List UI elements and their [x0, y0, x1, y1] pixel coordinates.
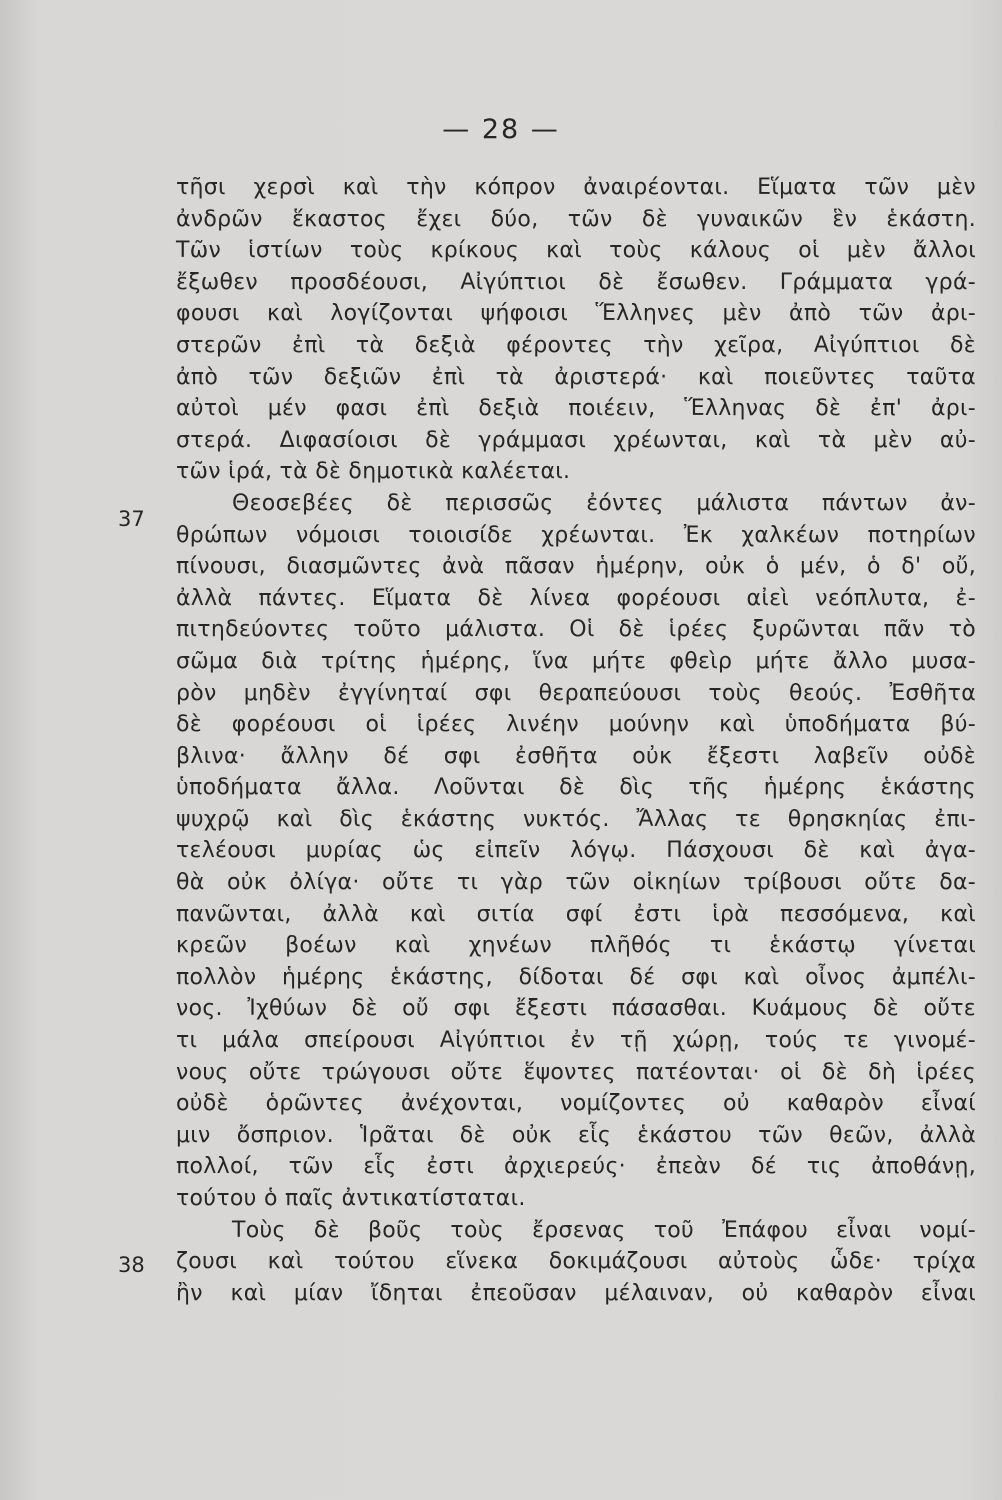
text-line: φουσι καὶ λογίζονται ψήφοισι Ἕλληνες μὲν ἀπὸ τῶν ἀρι- [176, 301, 976, 327]
text-line: πανῶνται, ἀλλὰ καὶ σιτία σφί ἐστι ἱρὰ πεσσόμενα, καὶ [176, 901, 976, 927]
text-line: ψυχρῷ καὶ δὶς ἑκάστης νυκτός. Ἄλλας τε θρησκηίας ἐπι- [176, 806, 976, 832]
text-line: ἀνδρῶν ἕκαστος ἔχει δύο, τῶν δὲ γυναικῶν ἓν ἑκάστη. [176, 206, 976, 232]
text-line: σῶμα διὰ τρίτης ἡμέρης, ἵνα μήτε φθεὶρ μήτε ἄλλο μυσα- [176, 648, 976, 674]
text-line: Τῶν ἱστίων τοὺς κρίκους καὶ τοὺς κάλους οἱ μὲν ἄλλοι [176, 238, 976, 264]
text-line: τούτου ὁ παῖς ἀντικατίσταται. [176, 1186, 526, 1211]
text-line: τῆσι χερσὶ καὶ τὴν κόπρον ἀναιρέονται. Εἵματα τῶν μὲν [176, 175, 976, 200]
text-line: πίνουσι, διασμῶντες ἀνὰ πᾶσαν ἡμέρην, οὐκ ὁ μέν, ὁ δ' οὔ, [176, 554, 976, 580]
text-line: ζουσι καὶ τούτου εἵνεκα δοκιμάζουσι αὐτοὺς ὧδε· τρίχα [176, 1249, 976, 1275]
section-number-37: 37 [118, 507, 145, 531]
paragraph-first-line: Τοὺς δὲ βοῦς τοὺς ἔρσενας τοῦ Ἐπάφου εἶναι νομί- [232, 1217, 976, 1243]
text-line: ρὸν μηδὲν ἐγγίνηταί σφι θεραπεύουσι τοὺς θεούς. Ἐσθῆτα [176, 680, 976, 706]
paragraph-first-line: Θεοσεβέες δὲ περισσῶς ἐόντες μάλιστα πάντων ἀν- [232, 490, 976, 516]
text-line: πολλὸν ἡμέρης ἑκάστης, δίδοται δέ σφι καὶ οἶνος ἀμπέλι- [176, 964, 976, 990]
text-line: κρεῶν βοέων καὶ χηνέων πλῆθός τι ἑκάστῳ γίνεται [176, 933, 976, 959]
text-line: ἀλλὰ πάντες. Εἵματα δὲ λίνεα φορέουσι αἰεὶ νεόπλυτα, ἐ- [176, 585, 976, 611]
body-text [176, 172, 976, 1309]
text-line: οὐδὲ ὁρῶντες ἀνέχονται, νομίζοντες οὐ καθαρὸν εἶναί [176, 1091, 976, 1117]
text-line: νους οὔτε τρώγουσι οὔτε ἕψοντες πατέονται· οἱ δὲ δὴ ἱρέες [176, 1059, 976, 1085]
text-line: μιν ὄσπριον. Ἱρᾶται δὲ οὐκ εἷς ἑκάστου τῶν θεῶν, ἀλλὰ [176, 1122, 976, 1148]
text-line: τελέουσι μυρίας ὡς εἰπεῖν λόγῳ. Πάσχουσι δὲ καὶ ἀγα- [176, 838, 976, 864]
text-line: τῶν ἱρά, τὰ δὲ δημοτικὰ καλέεται. [176, 459, 571, 485]
page-number: — 28 — [442, 114, 560, 145]
text-line: αὐτοὶ μέν φασι ἐπὶ δεξιὰ ποιέειν, Ἕλληνας δὲ ἐπ' ἀρι- [176, 396, 976, 422]
text-line: ἢν καὶ μίαν ἴδηται ἐπεοῦσαν μέλαιναν, οὐ καθαρὸν εἶναι [176, 1280, 976, 1306]
text-line: βλινα· ἄλλην δέ σφι ἐσθῆτα οὐκ ἔξεστι λαβεῖν οὐδὲ [176, 743, 976, 769]
text-line: ἀπὸ τῶν δεξιῶν ἐπὶ τὰ ἀριστερά· καὶ ποιεῦντες ταῦτα [176, 364, 976, 390]
section-number-38: 38 [118, 1253, 145, 1277]
text-line: θρώπων νόμοισι τοιοισίδε χρέωνται. Ἐκ χαλκέων ποτηρίων [176, 522, 976, 548]
text-line: στερῶν ἐπὶ τὰ δεξιὰ φέροντες τὴν χεῖρα, Αἰγύπτιοι δὲ [176, 332, 976, 358]
text-line: δὲ φορέουσι οἱ ἱρέες λινέην μούνην καὶ ὑποδήματα βύ- [176, 712, 976, 738]
text-line: πιτηδεύοντες τοῦτο μάλιστα. Οἱ δὲ ἱρέες ξυρῶνται πᾶν τὸ [176, 617, 976, 643]
text-line: ὑποδήματα ἄλλα. Λοῦνται δὲ δὶς τῆς ἡμέρης ἑκάστης [176, 775, 976, 801]
text-line: πολλοί, τῶν εἷς ἐστι ἀρχιερεύς· ἐπεὰν δέ τις ἀποθάνῃ, [176, 1154, 976, 1180]
text-line: θὰ οὐκ ὀλίγα· οὔτε τι γὰρ τῶν οἰκηίων τρίβουσι οὔτε δα- [176, 870, 976, 896]
text-line: τι μάλα σπείρουσι Αἰγύπτιοι ἐν τῇ χώρῃ, τούς τε γινομέ- [176, 1028, 976, 1054]
text-line: νος. Ἰχθύων δὲ οὔ σφι ἔξεστι πάσασθαι. Κυάμους δὲ οὔτε [176, 996, 976, 1022]
text-line: στερά. Διφασίοισι δὲ γράμμασι χρέωνται, καὶ τὰ μὲν αὐ- [176, 427, 976, 453]
text-line: ἔξωθεν προσδέουσι, Αἰγύπτιοι δὲ ἔσωθεν. Γράμματα γρά- [176, 269, 976, 295]
